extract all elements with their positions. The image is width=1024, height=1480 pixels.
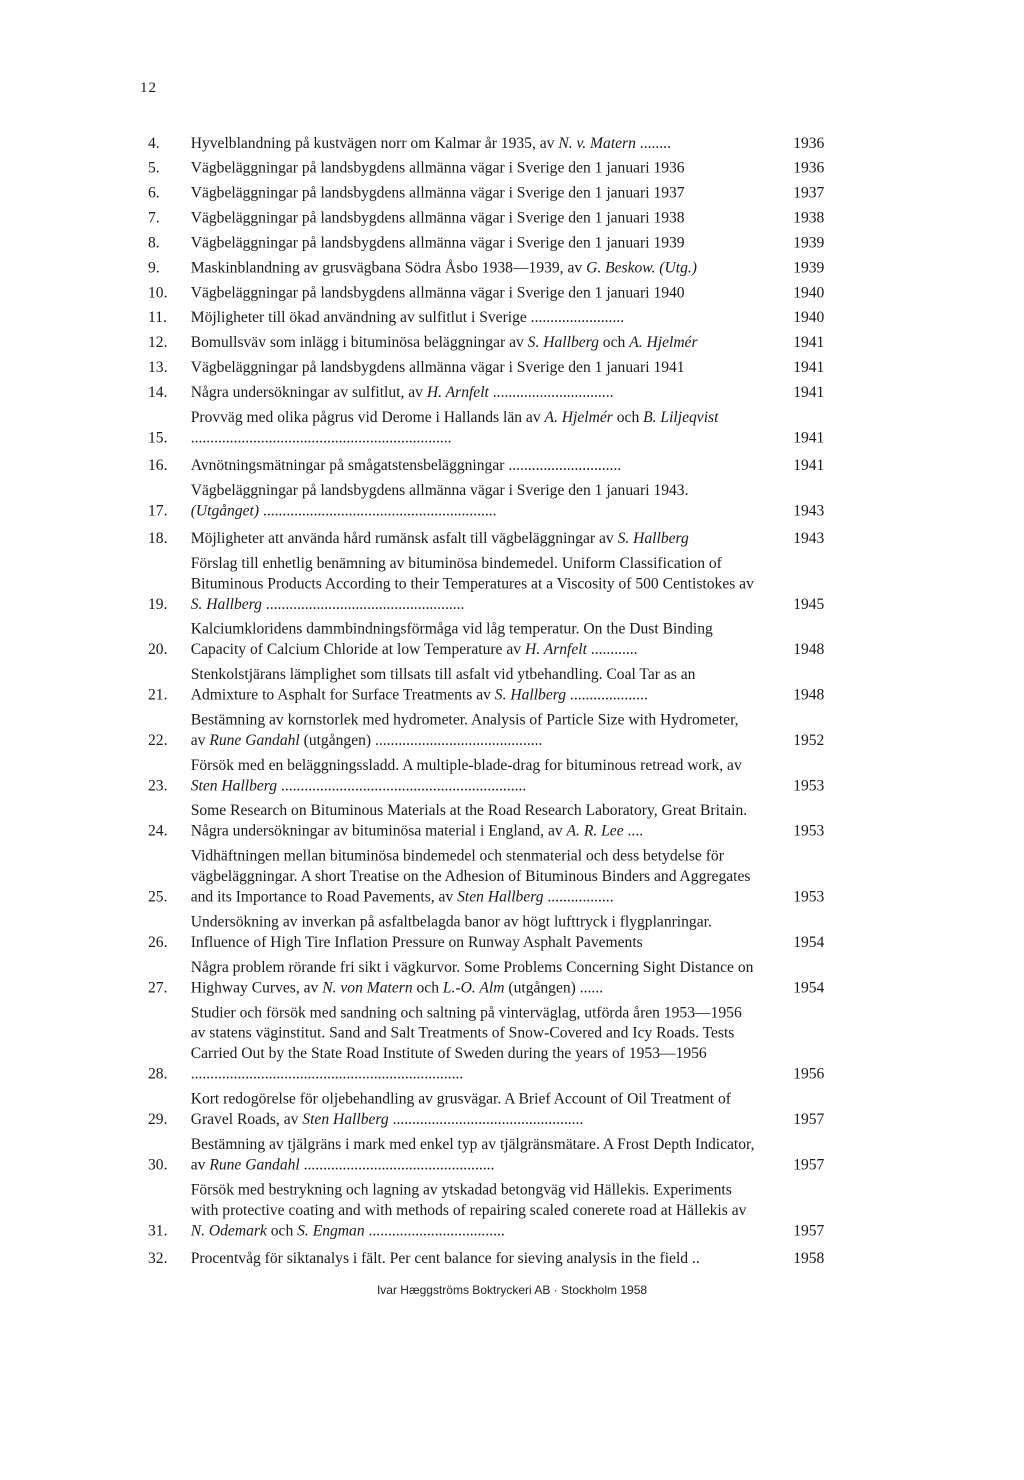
entry-year: 1941 <box>793 332 825 351</box>
entry-year: 1939 <box>793 257 825 276</box>
entry-year: 1939 <box>793 232 825 251</box>
entry-number: 25. <box>148 887 168 906</box>
list-item <box>148 525 824 550</box>
entry-number: 22. <box>148 730 168 749</box>
entry-author: S. Engman <box>297 1221 365 1239</box>
entry-author: B. Liljeqvist <box>643 407 719 426</box>
entry-title <box>191 664 755 705</box>
entry-title <box>191 356 755 376</box>
entry-text: Studier och försök med sandning och saltning på vinterväglag, utförda åren 1953—1956 av statens väginstitut. Sand and Salt Treatments of Snow-Covered and Icy Roads. Tests Carried Out by the State Road Institute of Sweden during the years of 1953—1956 ...................................................................... <box>190 1003 742 1083</box>
entry-title <box>191 755 755 796</box>
entry-author: Sten Hallberg <box>457 887 544 906</box>
entry-number: 5. <box>148 158 160 176</box>
entry-number: 12. <box>148 332 168 351</box>
entry-author: S. Hallberg <box>527 332 599 351</box>
entry-title <box>191 454 755 474</box>
entry-number: 11. <box>148 307 167 326</box>
entry-author: G. Beskow. (Utg.) <box>586 257 697 276</box>
entry-text: Vägbeläggningar på landsbygdens allmänna vägar i Sverige den 1 januari 1941 <box>190 357 685 376</box>
entry-author: S. Hallberg <box>190 594 262 613</box>
entry-title <box>191 800 755 841</box>
entry-year: 1956 <box>793 1064 825 1083</box>
entry-number: 4. <box>148 133 160 151</box>
entry-year: 1953 <box>793 887 825 906</box>
entry-year: 1957 <box>793 1221 825 1239</box>
entry-text: och <box>612 407 644 426</box>
entry-year: 1957 <box>793 1109 825 1128</box>
entry-year: 1941 <box>793 455 825 474</box>
entry-author: S. Hallberg <box>494 685 567 704</box>
entry-text: Vidhäftningen mellan bituminösa bindemedel och stenmaterial och dess betydelse för vägbeläggningar. A short Treatise on the Adhesion of Bituminous Binders and Aggregates and its Importance to Road Pavements, av <box>190 846 751 906</box>
entry-author: N. von Matern <box>322 978 413 996</box>
entry-text: Hyvelblandning på kustvägen norr om Kalmar år 1935, av <box>190 133 559 151</box>
entry-year: 1936 <box>793 158 825 176</box>
entry-number: 20. <box>148 639 168 658</box>
entry-number: 6. <box>148 182 160 201</box>
list-item <box>148 846 824 907</box>
list-item <box>148 354 824 379</box>
entry-author: L.-O. Alm <box>442 978 505 996</box>
entry-year: 1941 <box>793 357 825 376</box>
entry-year: 1948 <box>793 639 825 658</box>
entry-text: (utgången) ........................................... <box>299 730 543 749</box>
list-item <box>148 304 824 329</box>
entry-number: 8. <box>148 232 160 251</box>
entry-number: 24. <box>148 821 168 840</box>
list-item <box>148 205 824 230</box>
entry-text: ............................................................... <box>277 776 527 794</box>
entry-title <box>191 1134 755 1175</box>
entry-text: Provväg med olika pågrus vid Derome i Hallands län av <box>190 407 545 426</box>
entry-year: 1958 <box>793 1248 825 1266</box>
entry-year: 1936 <box>793 133 825 151</box>
entry-year: 1940 <box>793 282 825 301</box>
entry-text: Vägbeläggningar på landsbygdens allmänna vägar i Sverige den 1 januari 1938 <box>190 207 685 226</box>
entry-title <box>191 1179 755 1240</box>
page-number: 12 <box>140 80 157 96</box>
list-item <box>148 255 824 280</box>
entry-year: 1953 <box>793 776 825 794</box>
entry-number: 10. <box>148 282 168 301</box>
entry-text: Bestämning av kornstorlek med hydrometer. Analysis of Particle Size with Hydrometer, av <box>190 710 739 749</box>
entry-text: Förslag till enhetlig benämning av bituminösa bindemedel. Uniform Classification of Bituminous Products According to their Temperatures at a Viscosity of 500 Centistokes av <box>190 553 754 592</box>
entry-number: 7. <box>148 207 160 226</box>
entry-title <box>191 207 755 227</box>
entry-title <box>191 407 755 448</box>
entry-text: och <box>412 978 443 996</box>
entry-number: 23. <box>148 776 168 794</box>
entry-text: Undersökning av inverkan på asfaltbelagda banor av högt lufttryck i flygplanringar. Influence of High Tire Inflation Pressure on Runway Asphalt Pavements <box>190 912 712 951</box>
entry-author: Rune Gandahl <box>209 1155 300 1173</box>
entry-text: .... <box>623 821 644 840</box>
entry-number: 30. <box>148 1155 168 1173</box>
list-item <box>148 452 824 477</box>
entry-number: 15. <box>148 428 168 446</box>
list-item <box>148 230 824 255</box>
entry-number: 19. <box>148 594 168 613</box>
list-item <box>148 1245 824 1270</box>
entry-number: 27. <box>148 978 168 996</box>
list-item <box>148 1179 824 1240</box>
entry-year: 1954 <box>793 978 825 996</box>
entry-author: N. v. Matern <box>558 133 636 151</box>
list-item <box>148 329 824 354</box>
entry-text: Procentvåg för siktanalys i fält. Per cent balance for sieving analysis in the field .. <box>190 1248 700 1266</box>
list-item <box>148 155 824 180</box>
entry-number: 16. <box>148 455 168 474</box>
entry-year: 1948 <box>793 685 825 704</box>
entry-year: 1937 <box>793 182 825 201</box>
entry-text: Vägbeläggningar på landsbygdens allmänna vägar i Sverige den 1 januari 1936 <box>190 158 685 176</box>
entry-author: Rune Gandahl <box>209 730 300 749</box>
entry-author: H. Arnfelt <box>524 639 587 658</box>
entry-title <box>191 307 755 327</box>
entry-author: A. Hjelmér <box>629 332 698 351</box>
list-item <box>148 755 824 796</box>
list-item <box>148 664 824 705</box>
entry-author: S. Hallberg <box>617 528 689 547</box>
entry-text: Försök med bestrykning och lagning av ytskadad betongväg vid Hällekis. Experiments with protective coating and with methods of repairing scaled conerete road at Hällekis av <box>190 1180 747 1219</box>
entry-author: Sten Hallberg <box>190 776 278 794</box>
list-item <box>148 709 824 750</box>
printer-colophon: Ivar Hæggströms Boktryckeri AB · Stockholm 1958 <box>376 1283 648 1297</box>
list-item <box>148 800 824 841</box>
list-item <box>148 957 824 998</box>
entry-number: 26. <box>148 932 168 951</box>
entry-text: ............................................................ <box>259 501 497 519</box>
entry-number: 14. <box>148 382 168 401</box>
entry-year: 1938 <box>793 207 825 226</box>
entry-text: och <box>598 332 630 351</box>
entry-year: 1945 <box>793 594 825 613</box>
entry-number: 18. <box>148 528 168 547</box>
entry-text: Maskinblandning av grusvägbana Södra Åsbo 1938—1939, av <box>190 257 587 276</box>
entry-text: ................................................... <box>261 594 465 613</box>
entry-title <box>191 1088 755 1129</box>
entry-number: 28. <box>148 1064 168 1083</box>
entry-text: ................................................................... <box>190 428 452 446</box>
entry-author: H. Arnfelt <box>426 382 489 401</box>
entry-title <box>191 132 755 152</box>
entry-year: 1941 <box>793 382 825 401</box>
entry-title <box>191 257 755 277</box>
list-item <box>148 379 824 404</box>
entry-text: ............ <box>586 639 638 658</box>
entry-text: Möjligheter att använda hård rumänsk asfalt till vägbeläggningar av <box>190 528 618 547</box>
list-item <box>148 1002 824 1084</box>
entry-title <box>191 846 755 907</box>
entry-text: Kort redogörelse för oljebehandling av grusvägar. A Brief Account of Oil Treatment of Gravel Roads, av <box>190 1089 731 1128</box>
list-item <box>148 619 824 660</box>
list-item <box>148 280 824 305</box>
list-item <box>148 911 824 952</box>
entry-text: ................. <box>543 887 614 906</box>
entry-text: Avnötningsmätningar på smågatstensbeläggningar ............................. <box>190 455 622 474</box>
entry-year: 1953 <box>793 821 825 840</box>
entry-text: Vägbeläggningar på landsbygdens allmänna vägar i Sverige den 1 januari 1937 <box>190 182 685 201</box>
entry-year: 1943 <box>793 528 825 547</box>
entry-text: Några problem rörande fri sikt i vägkurvor. Some Problems Concerning Sight Distance on Highway Curves, av <box>190 957 754 996</box>
entry-title <box>191 1002 755 1084</box>
entry-text: ............................... <box>488 382 614 401</box>
entry-number: 17. <box>148 501 168 519</box>
entry-author: A. R. Lee <box>566 821 624 840</box>
entry-text: Bestämning av tjälgräns i mark med enkel typ av tjälgränsmätare. A Frost Depth Indicator, av <box>190 1134 755 1173</box>
entry-author: Sten Hallberg <box>302 1109 389 1128</box>
entry-text: Kalciumkloridens dammbindningsförmåga vid låg temperatur. On the Dust Binding Capacity of Calcium Chloride at low Temperature av <box>190 619 713 658</box>
entry-text: Några undersökningar av sulfitlut, av <box>190 382 427 401</box>
entry-title <box>191 381 755 401</box>
entry-text: ................................................. <box>299 1155 495 1173</box>
entry-number: 13. <box>148 357 168 376</box>
entry-author: A. Hjelmér <box>544 407 613 426</box>
entry-text: (utgången) ...... <box>504 978 604 996</box>
entry-text: Bomullsväv som inlägg i bituminösa beläggningar av <box>190 332 528 351</box>
entry-title <box>191 332 755 352</box>
entry-title <box>191 157 755 177</box>
entry-text: Vägbeläggningar på landsbygdens allmänna vägar i Sverige den 1 januari 1940 <box>190 282 685 301</box>
entry-number: 9. <box>148 257 160 276</box>
entry-title <box>191 1247 755 1267</box>
list-item <box>148 130 824 155</box>
entry-text: Försök med en beläggningssladd. A multiple-blade-drag for bituminous retread work, av <box>190 755 742 774</box>
entry-year: 1943 <box>793 501 825 519</box>
entry-number: 32. <box>148 1248 168 1266</box>
list-item <box>148 180 824 205</box>
list-item <box>148 407 824 448</box>
entry-title <box>191 619 755 660</box>
list-item <box>148 1088 824 1129</box>
entry-title <box>191 553 755 614</box>
entry-text: ................................... <box>364 1221 505 1239</box>
entry-title <box>191 957 755 998</box>
publication-list <box>148 130 824 1270</box>
list-item <box>148 1134 824 1175</box>
entry-title <box>191 527 755 547</box>
entry-text: ........ <box>635 133 671 151</box>
entry-author: N. Odemark <box>190 1221 267 1239</box>
entry-title <box>191 182 755 202</box>
entry-title <box>191 911 755 952</box>
entry-author: (Utgånget) <box>190 501 260 519</box>
entry-text: .................... <box>566 685 648 704</box>
entry-title <box>191 709 755 750</box>
entry-text: ................................................. <box>388 1109 584 1128</box>
entry-text: Möjligheter till ökad användning av sulfitlut i Sverige ........................ <box>190 307 625 326</box>
entry-number: 29. <box>148 1109 168 1128</box>
entry-title <box>191 282 755 302</box>
entry-year: 1954 <box>793 932 825 951</box>
entry-title <box>191 232 755 252</box>
entry-number: 21. <box>148 685 168 704</box>
entry-number: 31. <box>148 1221 168 1239</box>
entry-year: 1952 <box>793 730 825 749</box>
list-item <box>148 480 824 521</box>
entry-text: Some Research on Bituminous Materials at the Road Research Laboratory, Great Britain. Några undersökningar av bituminösa material i England, av <box>190 801 748 840</box>
list-item <box>148 553 824 614</box>
entry-year: 1940 <box>793 307 825 326</box>
entry-text: Stenkolstjärans lämplighet som tillsats till asfalt vid ytbehandling. Coal Tar as an Admixture to Asphalt for Surface Treatments av <box>190 664 696 704</box>
entry-text: och <box>266 1221 298 1239</box>
entry-year: 1957 <box>793 1155 825 1173</box>
entry-text: Vägbeläggningar på landsbygdens allmänna vägar i Sverige den 1 januari 1943. <box>190 480 689 499</box>
entry-year: 1941 <box>793 428 825 446</box>
entry-text: Vägbeläggningar på landsbygdens allmänna vägar i Sverige den 1 januari 1939 <box>190 232 685 251</box>
entry-title <box>191 480 755 521</box>
